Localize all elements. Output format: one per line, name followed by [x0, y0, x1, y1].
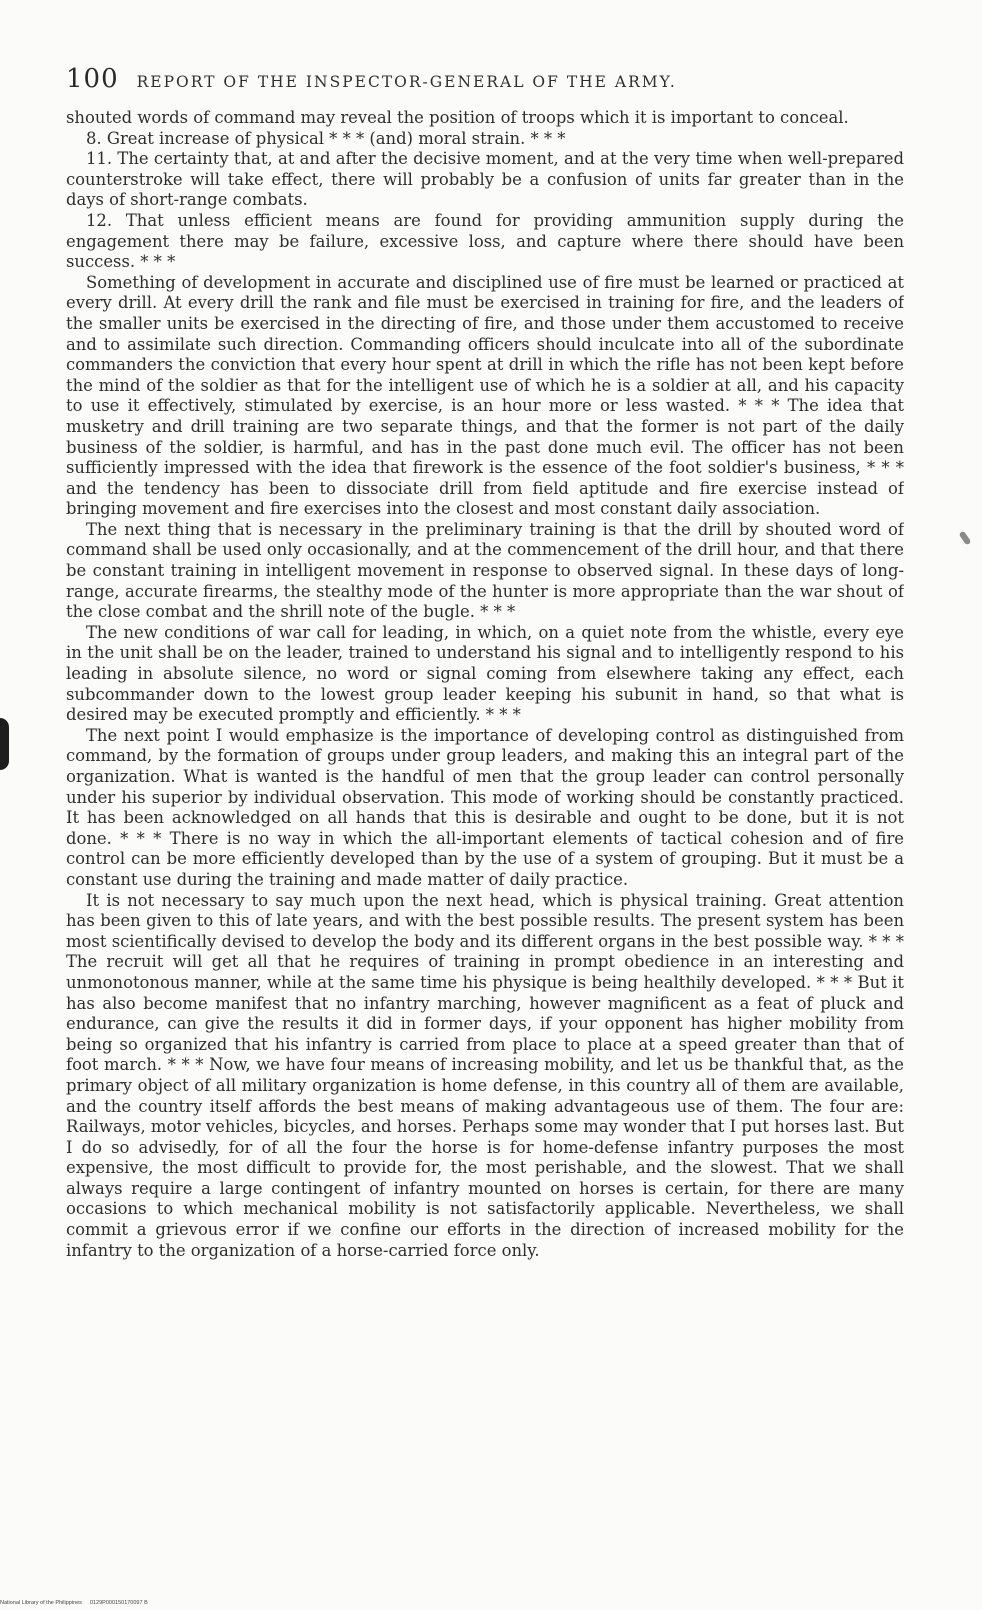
page-number: 100: [66, 64, 119, 94]
paragraph-signal-training: The next thing that is necessary in the preliminary training is that the drill by shouted word of command shall be used only occasionally, and at the commencement of the drill hour, and that there be constant training in intelligent movement in response to observed signal. In these days of long-range, accurate firearms, the stealthy mode of the hunter is more appropriate than the war shout of the close combat and the shrill note of the bugle. * * *: [66, 519, 904, 622]
paragraph-item-11: 11. The certainty that, at and after the decisive moment, and at the very time when well-prepared counterstroke will take effect, there will probably be a confusion of units far greater than in the days of short-range combats.: [66, 149, 904, 210]
scan-footer: [0, 1600, 148, 1606]
footer-reference: 0129P000150170097 B: [89, 1600, 148, 1606]
paragraph-fire-training: Something of development in accurate and disciplined use of fire must be learned or practiced at every drill. At every drill the rank and file must be exercised in training for fire, and the leaders of the smaller units be exercised in the directing of fire, and those under them accustomed to receive and to assimilate such direction. Commanding officers should inculcate into all of the subordinate commanders the conviction that every hour spent at drill in which the rifle has not been kept before the mind of the soldier as that for the intelligent use of which he is a soldier at all, and his capacity to use it effectively, stimulated by exercise, is an hour more or less wasted. * * * The idea that musketry and drill training are two separate things, and that the former is not part of the daily business of the soldier, is harmful, and has in the past done much evil. The officer has not been sufficiently impressed with the idea that firework is the essence of the foot soldier's business, * * * and the tendency has been to dissociate drill from field aptitude and fire exercise instead of bringing movement and fire exercises into the closest and most constant daily association.: [66, 272, 904, 519]
paragraph-item-12: 12. That unless efficient means are found for providing ammunition supply during the engagement there may be failure, excessive loss, and capture where there should have been success. * * *: [66, 210, 904, 272]
page-header: [66, 64, 906, 94]
scan-margin-mark: [0, 718, 9, 770]
paragraph-physical-training: It is not necessary to say much upon the next head, which is physical training. Great attention has been given to this of late years, and with the best possible results. The present system has been most scientifically devised to develop the body and its different organs in the best possible way. * * * The recruit will get all that he requires of training in prompt obedience in an interesting and unmonotonous manner, while at the same time his physique is being healthily developed. * * * But it has also become manifest that no infantry marching, however magnificent as a feat of pluck and endurance, can give the results it did in former days, if your opponent has higher mobility from being so organized that his infantry is carried from place to place at a speed greater than that of foot march. * * * Now, we have four means of increasing mobility, and let us be thankful that, as the primary object of all military organization is home defense, in this country all of them are available, and the country itself affords the best means of making advantageous use of them. The four are: Railways, motor vehicles, bicycles, and horses. Perhaps some may wonder that I put horses last. But I do so advisedly, for of all the four the horse is for home-defense infantry purposes the most expensive, the most difficult to provide for, the most perishable, and the slowest. That we shall always require a large contingent of infantry mounted on horses is certain, for there are many occasions to which mechanical mobility is not satisfactorily applicable. Nevertheless, we shall commit a grievous error if we confine our efforts in the direction of increased mobility for the infantry to the organization of a horse-carried force only.: [66, 890, 904, 1260]
paragraph-leading: The new conditions of war call for leading, in which, on a quiet note from the whistle, every eye in the unit shall be on the leader, trained to understand his signal and to intelligently respond to his leading in absolute silence, no word or signal coming from elsewhere taking any effect, each subcommander down to the lowest group leader keeping his subunit in hand, so that what is desired may be executed promptly and efficiently. * * *: [66, 622, 904, 725]
paragraph-control: The next point I would emphasize is the importance of developing control as distinguished from command, by the formation of groups under group leaders, and making this an integral part of the organization. What is wanted is the handful of men that the group leader can control personally under his superior by individual observation. This mode of working should be constantly practiced. It has been acknowledged on all hands that this is desirable and ought to be done, but it is not done. * * * There is no way in which the all-important elements of tactical cohesion and of fire control can be more efficiently developed than by the use of a system of grouping. But it must be a constant use during the training and made matter of daily practice.: [66, 725, 904, 889]
running-head: REPORT OF THE INSPECTOR-GENERAL OF THE ARMY.: [136, 73, 677, 91]
paragraph-item-8: 8. Great increase of physical * * * (and) moral strain. * * *: [86, 128, 566, 148]
scan-margin-speck: [959, 531, 972, 546]
body-text: [66, 108, 904, 1498]
footer-library: National Library of the Philippines: [0, 1600, 82, 1606]
paragraph-continued: shouted words of command may reveal the position of troops which it is important to conceal.: [66, 108, 849, 127]
